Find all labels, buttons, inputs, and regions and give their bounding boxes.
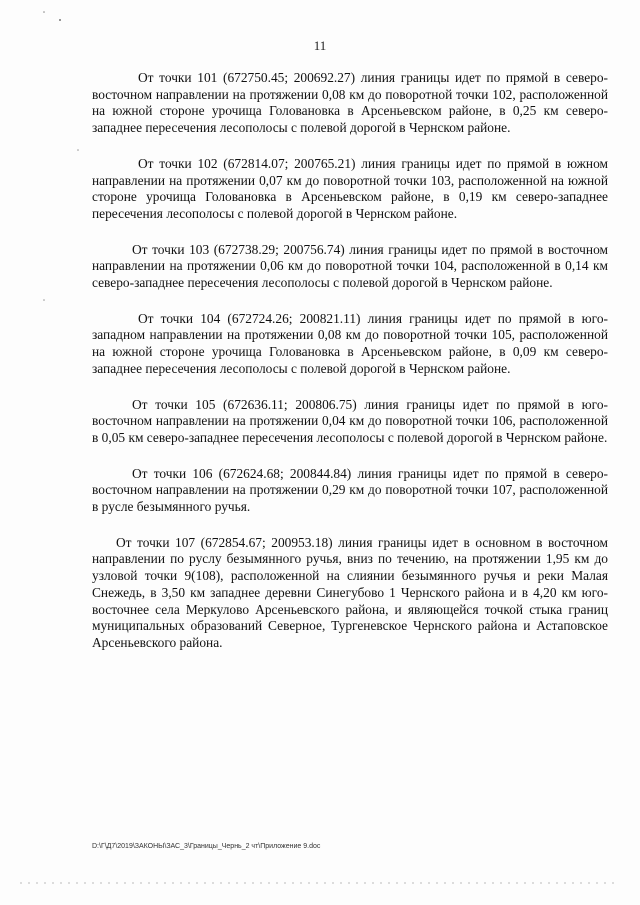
paragraph-point-105: От точки 105 (672636.11; 200806.75) линия границы идет по прямой в юго-восточном направлении на протяжении 0,04 км до поворотной точки 106, расположенной в 0,05 км северо-западнее пересечения лесополосы с полевой дорогой в Чернском районе. — [92, 396, 608, 445]
paragraph-point-107: От точки 107 (672854.67; 200953.18) линия границы идет в основном в восточном направлении по руслу безымянного ручья, вниз по течению, на протяжении 1,95 км до узловой точки 9(108), расположенной на слиянии безымянного ручья и реки Малая Снежедь, в 3,50 км западнее деревни Синегубово 1 Чернского района и в 4,20 км юго-восточнее села Меркулово Арсеньевского района, и являющейся точкой стыка границ муниципальных образований Северное, Тургеневское Чернского района и Астаповское Арсеньевского района. — [92, 534, 608, 650]
paragraph-point-101: От точки 101 (672750.45; 200692.27) линия границы идет по прямой в северо-восточном направлении на протяжении 0,08 км до поворотной точки 102, расположенной на южной стороне урочища Головановка в Арсеньевском районе, в 0,25 км северо-западнее пересечения лесополосы с полевой дорогой в Чернском районе. — [92, 70, 608, 136]
page-number: 11 — [313, 38, 327, 53]
paragraph-point-104: От точки 104 (672724.26; 200821.11) линия границы идет по прямой в юго-западном направлении на протяжении 0,08 км до поворотной точки 105, расположенной на южной стороне урочища Головановка в Арсеньевском районе, в 0,09 км северо-западнее пересечения лесополосы с полевой дорогой в Чернском районе. — [92, 310, 608, 376]
footer-file-path: D:\Г\Д7\2019\ЗАКОНЫ\ЗАС_3\Границы_Чернь_2 чт\Приложение 9.doc — [92, 843, 321, 850]
paragraph-point-103: От точки 103 (672738.29; 200756.74) линия границы идет по прямой в восточном направлении на протяжении 0,06 км до поворотной точки 104, расположенной в 0,14 км северо-западнее пересечения лесополосы с полевой дорогой в Чернском районе. — [92, 241, 608, 291]
paragraph-point-106: От точки 106 (672624.68; 200844.84) линия границы идет по прямой в северо-восточном направлении на протяжении 0,29 км до поворотной точки 107, расположенной в русле безымянного ручья. — [92, 465, 608, 515]
paragraph-point-102: От точки 102 (672814.07; 200765.21) линия границы идет по прямой в южном направлении на протяжении 0,07 км до поворотной точки 103, расположенной на южной стороне урочища Головановка в Арсеньевском районе, в 0,19 км северо-западнее пересечения лесополосы с полевой дорогой в Чернском районе. — [92, 155, 608, 221]
